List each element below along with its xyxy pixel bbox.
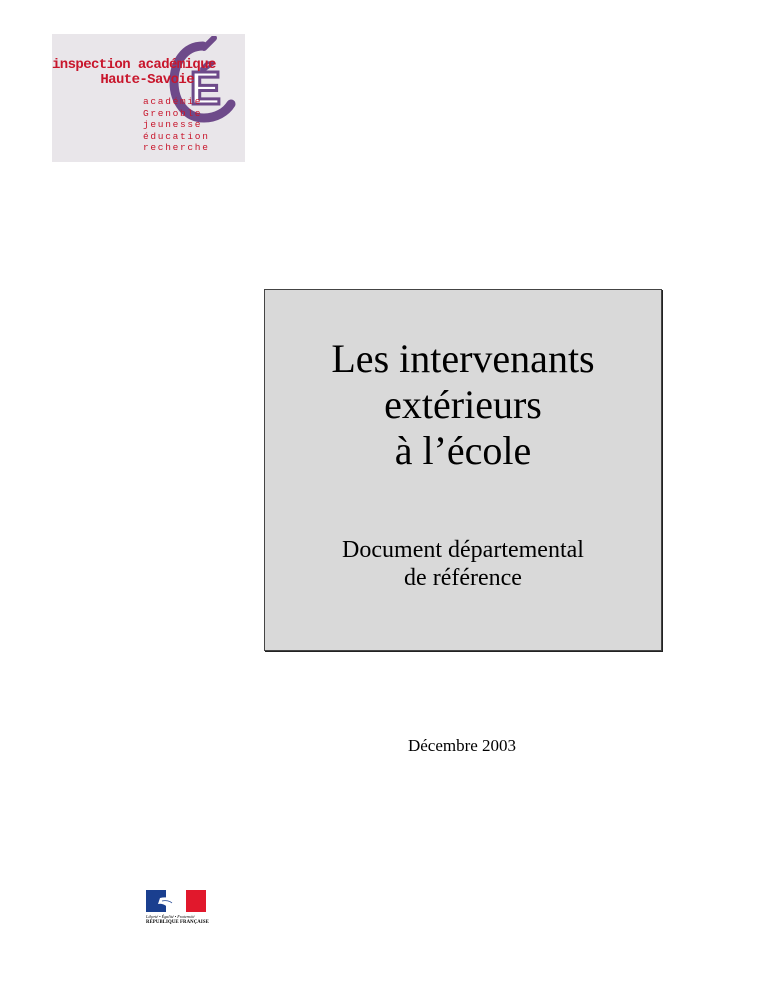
- subtitle-line-2: de référence: [404, 565, 522, 591]
- title-line-1: Les intervenants: [331, 336, 595, 381]
- republique-francaise-logo: [146, 890, 209, 928]
- subtitle-line-1: Document départemental: [342, 537, 584, 563]
- document-date: Décembre 2003: [407, 736, 517, 755]
- logo-sub-education: éducation: [143, 130, 210, 142]
- french-flag-icon: [146, 890, 206, 912]
- document-subtitle: [265, 536, 661, 592]
- logo-sub-academie: académie: [143, 96, 203, 107]
- logo-subtext: [143, 96, 210, 154]
- republique-motto: Liberté • Égalité • Fraternité: [146, 914, 195, 919]
- logo-sub-recherche: recherche: [143, 142, 210, 153]
- document-title: [265, 336, 661, 474]
- title-line-2: extérieurs: [384, 382, 542, 427]
- logo-line-department: Haute-Savoie: [100, 72, 194, 88]
- logo-letter: É: [190, 62, 221, 114]
- republique-name: RÉPUBLIQUE FRANÇAISE: [146, 920, 209, 925]
- academy-logo: [52, 34, 245, 162]
- logo-line-inspection: inspection académique: [52, 57, 216, 73]
- logo-sub-grenoble: Grenoble: [143, 107, 203, 119]
- title-panel: [264, 289, 662, 651]
- logo-sub-jeunesse: jeunesse: [143, 119, 203, 130]
- title-line-3: à l’école: [394, 428, 532, 473]
